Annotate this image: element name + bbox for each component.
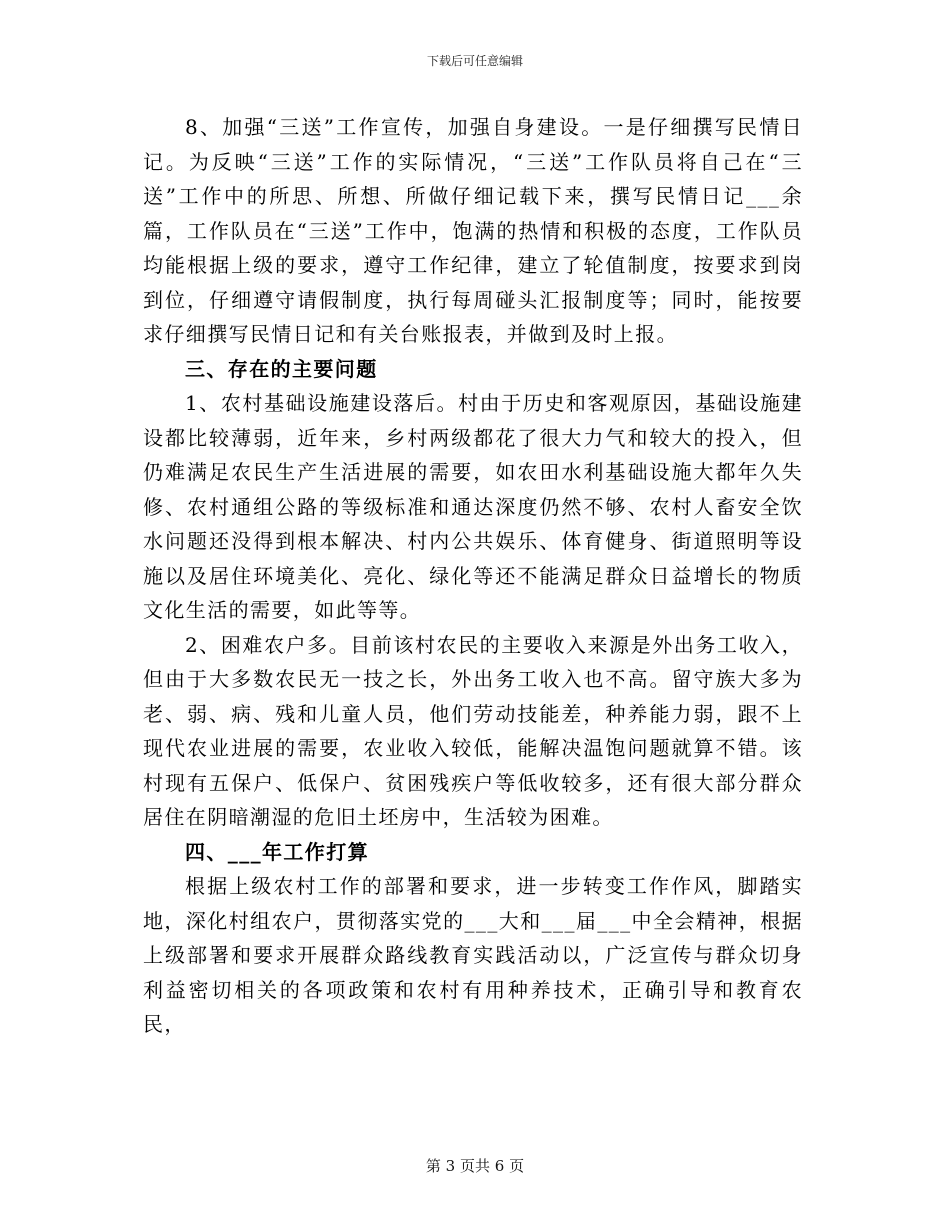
document-body (143, 110, 803, 1042)
paragraph-infrastructure: 1、农村基础设施建设落后。村由于历史和客观原因，基础设施建设都比较薄弱，近年来，乡村两级都花了很大力气和较大的投入，但仍难满足农民生产生活进展的需要，如农田水利基础设施大都年久失修、农村通组公路的等级标准和通达深度仍然不够、农村人畜安全饮水问题还没得到根本解决、村内公共娱乐、体育健身、街道照明等设施以及居住环境美化、亮化、绿化等还不能满足群众日益增长的物质文化生活的需要，如此等等。 (143, 391, 803, 622)
section-heading-problems: 三、存在的主要问题 (185, 356, 378, 381)
paragraph-poor-households: 2、困难农户多。目前该村农民的主要收入来源是外出务工收入，但由于大多数农民无一技之长，外出务工收入也不高。留守族大多为老、弱、病、残和儿童人员，他们劳动技能差，种养能力弱，跟不上现代农业进展的需要，农业收入较低，能解决温饱问题就算不错。该村现有五保户、低保户、贫困残疾户等低收较多，还有很大部分群众居住在阴暗潮湿的危旧土坯房中，生活较为困难。 (143, 632, 803, 829)
paragraph-work-plan: 根据上级农村工作的部署和要求，进一步转变工作作风，脚踏实地，深化村组农户，贯彻落实党的___大和___届___中全会精神，根据上级部署和要求开展群众路线教育实践活动以，广泛宣传与群众切身利益密切相关的各项政策和农村有用种养技术，正确引导和教育农民， (143, 874, 803, 1036)
section-heading-plan: 四、___年工作打算 (185, 839, 369, 864)
page-header: 下载后可任意编辑 (426, 54, 523, 68)
page-footer: 第 3 页共 6 页 (425, 1157, 525, 1175)
paragraph-publicity: 8、加强“三送”工作宣传，加强自身建设。一是仔细撰写民情日记。为反映“三送”工作的实际情况，“三送”工作队员将自己在“三送”工作中的所思、所想、所做仔细记载下来，撰写民情日记___余篇，工作队员在“三送”工作中，饱满的热情和积极的态度，工作队员均能根据上级的要求，遵守工作纪律，建立了轮值制度，按要求到岗到位，仔细遵守请假制度，执行每周碰头汇报制度等；同时，能按要求仔细撰写民情日记和有关台账报表，并做到及时上报。 (143, 115, 803, 346)
